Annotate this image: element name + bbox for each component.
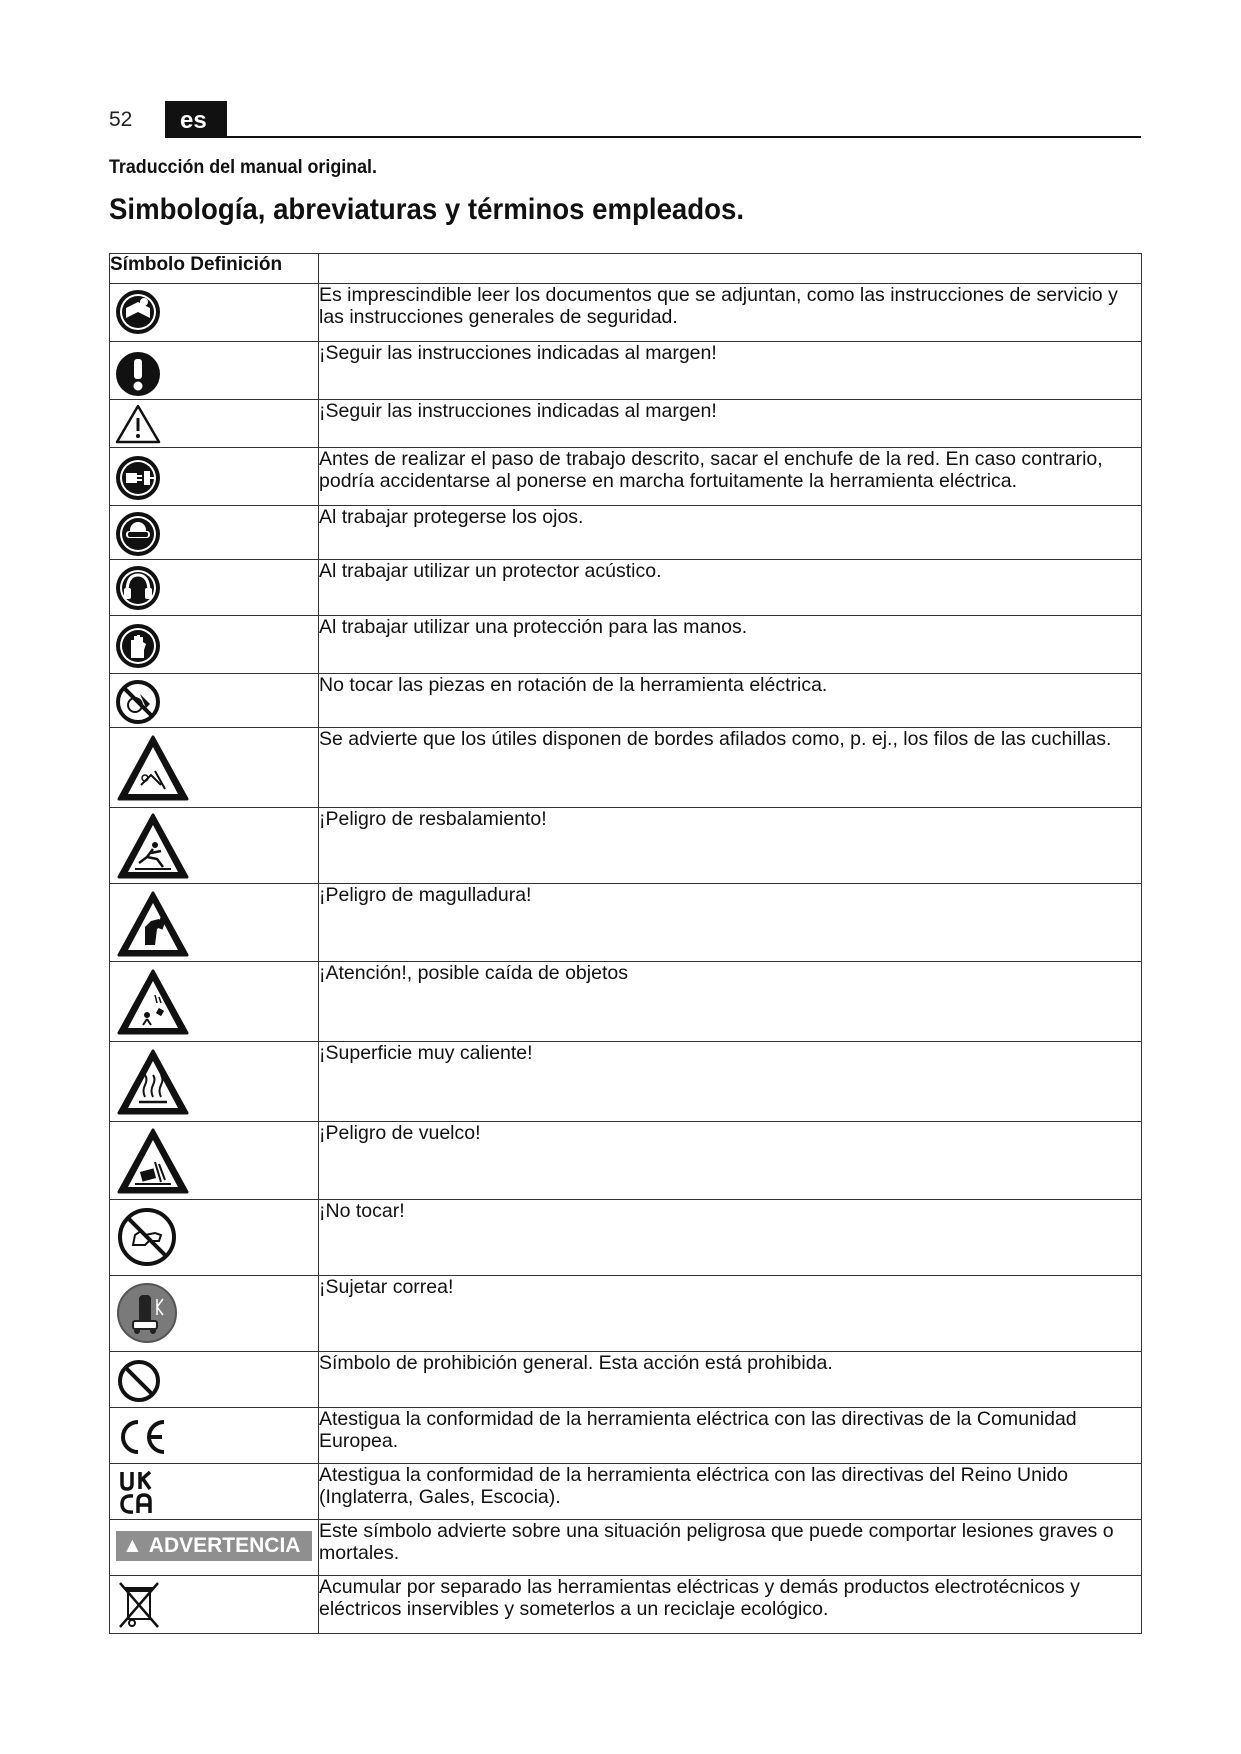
header-rule: [165, 136, 1141, 138]
definition-text: Atestigua la conformidad de la herramienta eléctrica con las directivas de la Comunidad Europea.: [319, 1408, 1142, 1464]
sharp-edges-warning-icon: [115, 733, 191, 803]
symbol-table: [109, 253, 1142, 1634]
table-row: [110, 962, 1142, 1042]
definition-text: No tocar las piezas en rotación de la herramienta eléctrica.: [319, 674, 1142, 728]
slip-warning-icon: [115, 811, 191, 881]
table-row: [110, 1122, 1142, 1200]
table-header-empty: [319, 254, 1142, 284]
definition-text: Antes de realizar el paso de trabajo descrito, sacar el enchufe de la red. En caso contrario, podría accidentarse al ponerse en marcha fortuitamente la herramienta eléctrica.: [319, 448, 1142, 506]
definition-text: Se advierte que los útiles disponen de bordes afilados como, p. ej., los filos de las cuchillas.: [319, 728, 1142, 808]
gloves-icon: [114, 622, 162, 670]
definition-text: ¡Peligro de magulladura!: [319, 884, 1142, 962]
document-title: Simbología, abreviaturas y términos empleados.: [109, 193, 745, 226]
page-header: [109, 100, 1141, 138]
fasten-strap-icon: [115, 1281, 179, 1345]
unplug-icon: [114, 454, 162, 502]
table-header-row: [110, 254, 1142, 284]
crush-warning-icon: [115, 889, 191, 959]
page-number: 52: [109, 108, 133, 131]
no-touch-hand-icon: [115, 1205, 179, 1269]
table-row: [110, 400, 1142, 448]
tipping-warning-icon: [115, 1126, 191, 1196]
table-row: [110, 1464, 1142, 1520]
definition-text: ¡Peligro de vuelco!: [319, 1122, 1142, 1200]
table-row: [110, 728, 1142, 808]
table-row: [110, 884, 1142, 962]
definition-text: Es imprescindible leer los documentos que se adjuntan, como las instrucciones de servicio y las instrucciones generales de seguridad.: [319, 284, 1142, 342]
hot-surface-warning-icon: [115, 1047, 191, 1117]
definition-text: Acumular por separado las herramientas eléctricas y demás productos electrotécnicos y eléctricos inservibles y someterlos a un reciclaje ecológico.: [319, 1576, 1142, 1634]
table-row: [110, 560, 1142, 616]
ukca-mark-icon: [116, 1468, 166, 1518]
warning-badge-label: ADVERTENCIA: [148, 1534, 301, 1557]
definition-text: ¡Superficie muy caliente!: [319, 1042, 1142, 1122]
language-tag: es: [165, 101, 227, 137]
table-row: [110, 1352, 1142, 1408]
definition-text: ¡No tocar!: [319, 1200, 1142, 1276]
warning-badge-icon: [116, 1531, 312, 1561]
definition-text: Al trabajar utilizar una protección para las manos.: [319, 616, 1142, 674]
table-row: [110, 1200, 1142, 1276]
eye-protection-icon: [114, 510, 162, 558]
definition-text: ¡Peligro de resbalamiento!: [319, 808, 1142, 884]
table-row: [110, 1520, 1142, 1576]
definition-text: Este símbolo advierte sobre una situación peligrosa que puede comportar lesiones graves o mortales.: [319, 1520, 1142, 1576]
table-row: [110, 674, 1142, 728]
definition-text: ¡Seguir las instrucciones indicadas al margen!: [319, 342, 1142, 400]
warning-triangle-small-icon: ▲: [122, 1534, 143, 1557]
table-row: [110, 1408, 1142, 1464]
definition-text: Atestigua la conformidad de la herramienta eléctrica con las directivas del Reino Unido (Inglaterra, Gales, Escocia).: [319, 1464, 1142, 1520]
table-header-label: Símbolo Definición: [110, 254, 319, 284]
table-row: [110, 506, 1142, 560]
document-subtitle: Traducción del manual original.: [109, 157, 377, 178]
definition-text: ¡Seguir las instrucciones indicadas al margen!: [319, 400, 1142, 448]
ear-protection-icon: [114, 564, 162, 612]
definition-text: Símbolo de prohibición general. Esta acción está prohibida.: [319, 1352, 1142, 1408]
table-row: [110, 1042, 1142, 1122]
table-row: [110, 284, 1142, 342]
definition-text: ¡Atención!, posible caída de objetos: [319, 962, 1142, 1042]
weee-bin-icon: [116, 1579, 162, 1631]
read-manual-icon: [114, 288, 162, 336]
table-row: [110, 1576, 1142, 1634]
table-row: [110, 1276, 1142, 1352]
no-touch-rotating-icon: [114, 678, 162, 726]
definition-text: ¡Sujetar correa!: [319, 1276, 1142, 1352]
mandatory-exclamation-icon: [114, 350, 162, 398]
table-row: [110, 448, 1142, 506]
definition-text: Al trabajar utilizar un protector acústico.: [319, 560, 1142, 616]
table-row: [110, 616, 1142, 674]
ce-mark-icon: [116, 1414, 172, 1460]
warning-triangle-icon: [114, 403, 162, 445]
table-row: [110, 342, 1142, 400]
table-row: [110, 808, 1142, 884]
definition-text: Al trabajar protegerse los ojos.: [319, 506, 1142, 560]
falling-objects-warning-icon: [115, 967, 191, 1037]
prohibition-icon: [116, 1358, 162, 1404]
